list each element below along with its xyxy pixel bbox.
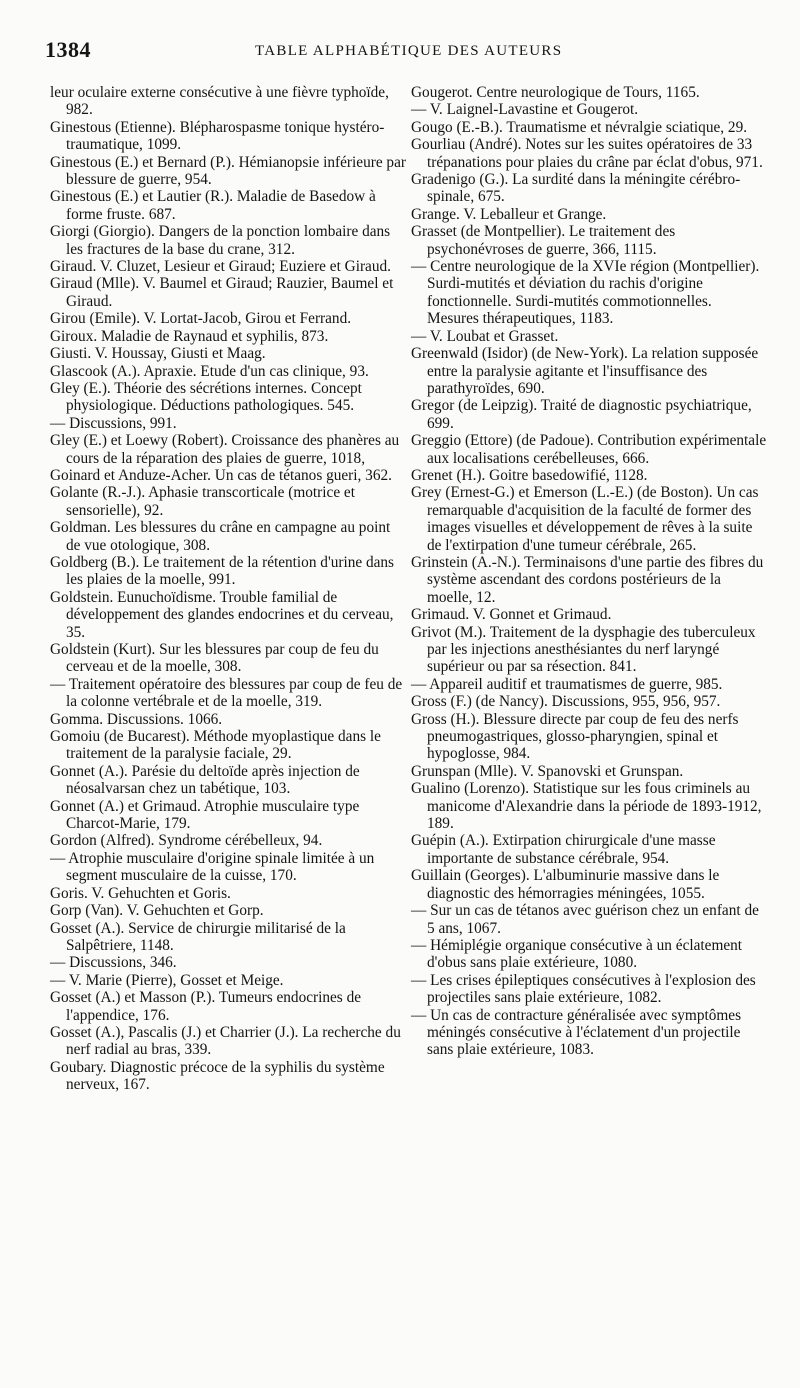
index-entry: Goris. V. Gehuchten et Goris. bbox=[50, 884, 231, 902]
left-column bbox=[50, 84, 406, 1094]
index-entry: — Discussions, 991. bbox=[50, 414, 177, 432]
index-entry: Greenwald (Isidor) (de New-York). La relation supposée entre la paralysie agitante et l'insuffisance des parathyroïdes, 690. bbox=[411, 345, 759, 397]
index-entry: Grange. V. Leballeur et Grange. bbox=[411, 205, 607, 223]
index-entry: Gross (F.) (de Nancy). Discussions, 955, 956, 957. bbox=[411, 693, 721, 711]
index-entry: Gorp (Van). V. Gehuchten et Gorp. bbox=[50, 902, 264, 920]
index-entry: Gross (H.). Blessure directe par coup de feu des nerfs pneumogastriques, glosso-pharyngien, spinal et hypoglosse, 984. bbox=[411, 710, 739, 763]
index-entry: Goldstein. Eunuchoïdisme. Trouble familial de développement des glandes endocrines et du cerveau, 35. bbox=[50, 588, 394, 641]
index-entry: Giusti. V. Houssay, Giusti et Maag. bbox=[50, 345, 266, 363]
index-entry: Golante (R.-J.). Aphasie transcorticale (motrice et sensorielle), 92. bbox=[50, 484, 355, 519]
index-entry: Goldman. Les blessures du crâne en campagne au point de vue otologique, 308. bbox=[50, 519, 391, 554]
index-entry: Guillain (Georges). L'albuminurie massive dans le diagnostic des hémorragies méningées, 1055. bbox=[411, 867, 720, 902]
page-number: 1384 bbox=[45, 37, 91, 62]
index-entry: Gourliau (André). Notes sur les suites opératoires de 33 trépanations pour plaies du crâne par éclat d'obus, 971. bbox=[411, 136, 763, 171]
index-entry: Grenet (H.). Goitre basedowifié, 1128. bbox=[411, 466, 648, 484]
index-entry: Gradenigo (G.). La surdité dans la méningite cérébro-spinale, 675. bbox=[411, 171, 741, 206]
index-entry: — Sur un cas de tétanos avec guérison chez un enfant de 5 ans, 1067. bbox=[411, 902, 759, 937]
index-entry: Gougo (E.-B.). Traumatisme et névralgie sciatique, 29. bbox=[411, 118, 748, 136]
index-entry: Giraud. V. Cluzet, Lesieur et Giraud; Euziere et Giraud. bbox=[50, 258, 391, 276]
index-entry: Guépin (A.). Extirpation chirurgicale d'une masse importante de substance cérébrale, 954. bbox=[411, 832, 716, 867]
index-entry: Giorgi (Giorgio). Dangers de la ponction lombaire dans les fractures de la base du crane, 312. bbox=[50, 223, 391, 258]
index-entry: Goinard et Anduze-Acher. Un cas de tétanos gueri, 362. bbox=[50, 466, 392, 484]
index-entry: Giraud (Mlle). V. Baumel et Giraud; Rauzier, Baumel et Giraud. bbox=[50, 275, 394, 310]
index-entry: Goldstein (Kurt). Sur les blessures par coup de feu du cerveau et de la moelle, 308. bbox=[50, 641, 379, 676]
index-entry: Ginestous (E.) et Bernard (P.). Hémianopsie inférieure par blessure de guerre, 954. bbox=[50, 153, 406, 189]
index-entry: Goldberg (B.). Le traitement de la rétention d'urine dans les plaies de la moelle, 991. bbox=[50, 553, 394, 589]
index-entry: Gomma. Discussions. 1066. bbox=[50, 710, 223, 728]
index-entry: — V. Laignel-Lavastine et Gougerot. bbox=[411, 101, 639, 119]
index-entry: — Traitement opératoire des blessures par coup de feu de la colonne vertébrale et de la moelle, 319. bbox=[50, 675, 403, 711]
index-entry: Goubary. Diagnostic précoce de la syphilis du système nerveux, 167. bbox=[50, 1058, 385, 1094]
index-entry: Ginestous (Etienne). Blépharospasme tonique hystéro-traumatique, 1099. bbox=[50, 118, 385, 154]
index-entry: Gosset (A.) et Masson (P.). Tumeurs endocrines de l'appendice, 176. bbox=[50, 989, 362, 1024]
index-entry: — Atrophie musculaire d'origine spinale limitée à un segment musculaire de la cuisse, 170. bbox=[50, 849, 375, 885]
index-entry: Gosset (A.), Pascalis (J.) et Charrier (J.). La recherche du nerf radial au bras, 339. bbox=[50, 1023, 401, 1059]
index-entry: — Les crises épileptiques consécutives à l'explosion des projectiles sans plaie extérieure, 1082. bbox=[411, 971, 756, 1007]
index-entry: Grasset (de Montpellier). Le traitement des psychonévroses de guerre, 366, 1115. bbox=[411, 223, 676, 258]
index-entry: — Appareil auditif et traumatismes de guerre, 985. bbox=[411, 675, 723, 693]
index-entry: — Discussions, 346. bbox=[50, 954, 177, 972]
index-entry: Greggio (Ettore) (de Padoue). Contribution expérimentale aux localisations cerébelleuses, 666. bbox=[411, 432, 767, 467]
page-header bbox=[0, 37, 800, 67]
index-entry: — Un cas de contracture généralisée avec symptômes méningés consécutive à l'éclatement d'un projectile sans plaie extérieure, 1083. bbox=[411, 1006, 742, 1059]
right-column bbox=[411, 84, 767, 1059]
index-entry: Glascook (A.). Apraxie. Etude d'un cas clinique, 93. bbox=[50, 362, 369, 380]
index-entry: — V. Marie (Pierre), Gosset et Meige. bbox=[50, 971, 284, 989]
index-entry: Gomoiu (de Bucarest). Méthode myoplastique dans le traitement de la paralysie faciale, 29. bbox=[50, 728, 381, 763]
index-entry: Ginestous (E.) et Lautier (R.). Maladie de Basedow à forme fruste. 687. bbox=[50, 188, 376, 223]
index-entry: Girou (Emile). V. Lortat-Jacob, Girou et Ferrand. bbox=[50, 310, 352, 328]
index-entry: Grunspan (Mlle). V. Spanovski et Grunspan. bbox=[411, 762, 684, 780]
index-entry: Gougerot. Centre neurologique de Tours, 1165. bbox=[411, 84, 700, 101]
index-entry: Gualino (Lorenzo). Statistique sur les fous criminels au manicome d'Alexandrie dans la période de 1893-1912, 189. bbox=[411, 780, 762, 833]
index-entry: Grinstein (A.-N.). Terminaisons d'une partie des fibres du système ascendant des cordons postérieurs de la moelle, 12. bbox=[411, 553, 764, 606]
running-title: TABLE ALPHABÉTIQUE DES AUTEURS bbox=[255, 43, 563, 59]
index-entry: — Centre neurologique de la XVIe région (Montpellier). Surdi-mutités et déviation du rachis d'origine fonctionnelle. Surdi-mutités commotionnelles. Mesures thérapeutiques, 1183. bbox=[411, 258, 760, 328]
index-entry: Gosset (A.). Service de chirurgie militarisé de la Salpêtriere, 1148. bbox=[50, 919, 346, 954]
index-entry: Gley (E.). Théorie des sécrétions internes. Concept physiologique. Déductions pathologiques. 545. bbox=[50, 379, 362, 415]
index-entry: Grey (Ernest-G.) et Emerson (L.-E.) (de Boston). Un cas remarquable d'acquisition de la faculté de former des images visuelles et développement de rêves à la suite de l'extirpation d'une tumeur cérébrale, 265. bbox=[411, 484, 759, 554]
index-entry: Gordon (Alfred). Syndrome cérébelleux, 94. bbox=[50, 832, 323, 850]
index-entry: Grimaud. V. Gonnet et Grimaud. bbox=[411, 606, 612, 624]
index-entry: Grivot (M.). Traitement de la dysphagie des tuberculeux par les injections anesthésiantes du nerf laryngé supérieur ou par sa résection. 841. bbox=[411, 623, 756, 676]
index-entry: Gregor (de Leipzig). Traité de diagnostic psychiatrique, 699. bbox=[411, 397, 752, 432]
index-entry: — Hémiplégie organique consécutive à un éclatement d'obus sans plaie extérieure, 1080. bbox=[411, 936, 743, 972]
index-entry: Gonnet (A.). Parésie du deltoïde après injection de néosalvarsan chez un tabétique, 103. bbox=[50, 762, 360, 798]
index-entry: Gonnet (A.) et Grimaud. Atrophie musculaire type Charcot-Marie, 179. bbox=[50, 797, 360, 833]
index-entry: leur oculaire externe consécutive à une fièvre typhoïde, 982. bbox=[50, 84, 389, 119]
index-entry: Gley (E.) et Loewy (Robert). Croissance des phanères au cours de la réparation des plaies de guerre, 1018, bbox=[50, 432, 400, 467]
index-entry: — V. Loubat et Grasset. bbox=[411, 327, 559, 345]
index-entry: Giroux. Maladie de Raynaud et syphilis, 873. bbox=[50, 327, 329, 345]
